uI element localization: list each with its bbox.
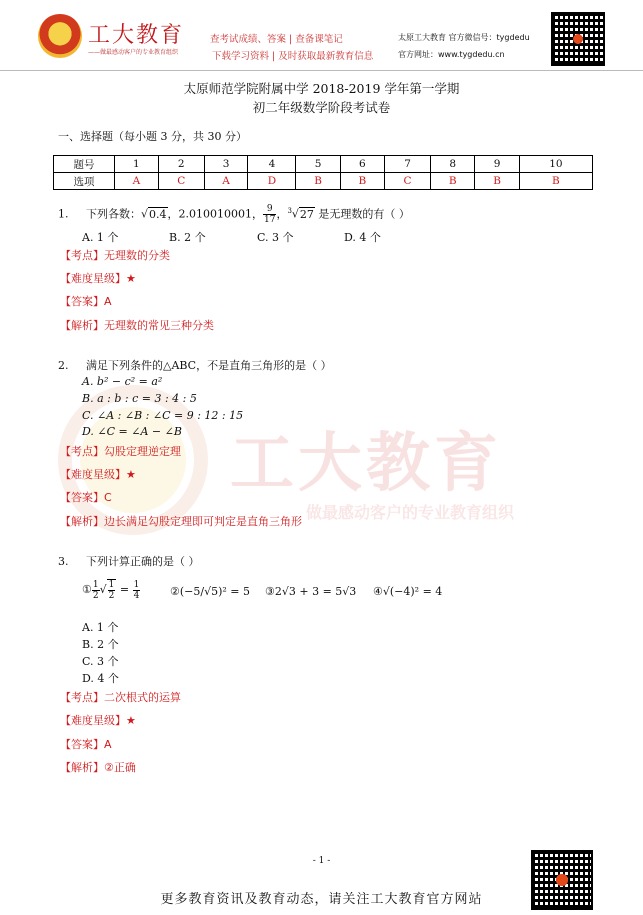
- question-2: [58, 357, 332, 373]
- numerator: 1: [133, 579, 140, 590]
- expression-1: ① $\frac{1}{2}$ √ $\frac{1}{2}$ = $\frac{1}{4}$: [82, 579, 140, 601]
- section-heading: 一、选择题（每小题 3 分，共 30 分）: [58, 130, 247, 143]
- table-row: [54, 173, 593, 190]
- fraction: [133, 580, 141, 601]
- option-d: D. 4 个: [82, 672, 119, 685]
- wechat-info: 太原工大教育 官方微信号：tygdedu: [398, 33, 530, 42]
- table-cell: 9: [475, 156, 519, 173]
- table-cell: 10: [519, 156, 592, 173]
- option-c: C. 3 个: [257, 231, 294, 244]
- answer-cell: C: [385, 173, 431, 190]
- denominator: 2: [108, 591, 115, 601]
- question-number: 1.: [58, 207, 69, 221]
- question-stem-part: ，2.010010001，: [167, 207, 263, 221]
- brand-slogan: ——做最感动客户的专业教育组织: [88, 49, 179, 56]
- kaodian-label: 【考点】二次根式的运算: [60, 691, 181, 704]
- numerator: 9: [263, 204, 276, 215]
- difficulty-text: 【难度星级】: [60, 272, 126, 285]
- difficulty-label: [60, 466, 136, 482]
- expression-3: ③2√3 + 3 = 5√3: [265, 585, 357, 598]
- difficulty-label: [60, 712, 136, 728]
- table-cell: 3: [204, 156, 248, 173]
- denominator: 4: [133, 590, 140, 601]
- table-row: [54, 156, 593, 173]
- table-cell: 2: [158, 156, 204, 173]
- logo-icon: [38, 14, 82, 58]
- option-c: C. ∠A : ∠B : ∠C = 9 : 12 : 15: [82, 409, 244, 422]
- option-a: A. 1 个: [82, 621, 119, 634]
- question-number: 3.: [58, 555, 69, 568]
- kaodian-label: 【考点】勾股定理逆定理: [60, 445, 181, 458]
- fraction: [263, 204, 276, 225]
- answer-cell: D: [248, 173, 296, 190]
- difficulty-text: 【难度星级】: [60, 468, 126, 481]
- header-divider: [0, 70, 643, 71]
- answer-cell: B: [431, 173, 475, 190]
- option-c: C. 3 个: [82, 655, 119, 668]
- website-info[interactable]: 官方网址：www.tygdedu.cn: [398, 50, 505, 59]
- answer-label: 【答案】C: [60, 491, 112, 504]
- question-3: [58, 553, 199, 569]
- question-1: 1. 下列各数：√0.4，2.010010001， $\frac{9}{17}$ ，$^3$√27 是无理数的有（ ）: [58, 204, 410, 225]
- header-link-line1[interactable]: 查考试成绩、答案 | 查备课笔记: [210, 34, 343, 45]
- option-a: A. 1 个: [82, 231, 119, 244]
- numerator: 1: [92, 579, 99, 590]
- option-d: D. ∠C = ∠A − ∠B: [82, 425, 182, 438]
- qr-code-icon: [551, 12, 605, 66]
- answer-label: 【答案】A: [60, 738, 112, 751]
- footer-text: 更多教育资讯及教育动态，请关注工大教育官方网站: [160, 892, 483, 907]
- table-cell: 7: [385, 156, 431, 173]
- exam-title: 太原师范学院附属中学 2018-2019 学年第一学期: [183, 81, 460, 96]
- watermark-subtext: 做最感动客户的专业教育组织: [306, 503, 515, 522]
- table-header: 选项: [54, 173, 115, 190]
- question-stem: 下列各数：: [85, 207, 141, 221]
- option-b: B. 2 个: [82, 638, 119, 651]
- brand-name: 工大教育: [88, 23, 185, 48]
- denominator: 2: [92, 590, 99, 601]
- fraction: [107, 579, 117, 601]
- table-header: 题号: [54, 156, 115, 173]
- explanation-label: 【解析】边长满足勾股定理即可判定是直角三角形: [60, 515, 302, 528]
- option-a: A. b² − c² = a²: [82, 375, 163, 388]
- answer-cell: A: [204, 173, 248, 190]
- table-cell: 6: [340, 156, 384, 173]
- difficulty-label: [60, 270, 136, 286]
- explanation-label: 【解析】②正确: [60, 761, 136, 774]
- question-stem: 满足下列条件的△ABC，不是直角三角形的是（ ）: [85, 359, 332, 372]
- kaodian-label: 【考点】无理数的分类: [60, 249, 170, 262]
- table-cell: 1: [115, 156, 159, 173]
- option-b: B. a : b : c = 3 : 4 : 5: [82, 392, 197, 405]
- answer-cell: C: [158, 173, 204, 190]
- exam-subtitle: 初二年级数学阶段考试卷: [252, 100, 391, 115]
- watermark-text: 工大教育: [230, 427, 502, 501]
- answer-label: 【答案】A: [60, 295, 112, 308]
- fraction: [92, 580, 100, 601]
- expression-index: ①: [82, 583, 92, 596]
- star-icon: ★: [126, 272, 136, 285]
- question-stem-part: 是无理数的有（ ）: [314, 207, 410, 221]
- question-stem: 下列计算正确的是（ ）: [85, 555, 200, 568]
- table-cell: 5: [296, 156, 340, 173]
- option-d: D. 4 个: [344, 231, 381, 244]
- question-stem-part: ，: [276, 207, 288, 221]
- answer-cell: B: [296, 173, 340, 190]
- question-number: 2.: [58, 359, 69, 372]
- answer-cell: B: [519, 173, 592, 190]
- answer-cell: B: [475, 173, 519, 190]
- star-icon: ★: [126, 468, 136, 481]
- difficulty-text: 【难度星级】: [60, 714, 126, 727]
- explanation-label: 【解析】无理数的常见三种分类: [60, 319, 214, 332]
- equals-sign: =: [119, 583, 130, 596]
- radicand: 27: [299, 207, 314, 221]
- answer-table: [53, 155, 593, 190]
- star-icon: ★: [126, 714, 136, 727]
- expression-4: ④√(−4)² = 4: [373, 585, 443, 598]
- table-cell: 8: [431, 156, 475, 173]
- header-link-line2[interactable]: 下载学习资料 | 及时获取最新教育信息: [212, 51, 374, 62]
- page-number: - 1 -: [312, 856, 331, 866]
- expression-2: ②(−5/√5)² = 5: [170, 585, 250, 598]
- root-index: 3: [287, 206, 292, 215]
- denominator: 17: [263, 215, 276, 225]
- option-b: B. 2 个: [169, 231, 206, 244]
- answer-cell: B: [340, 173, 384, 190]
- answer-cell: A: [115, 173, 159, 190]
- radicand: 0.4: [149, 207, 167, 221]
- table-cell: 4: [248, 156, 296, 173]
- numerator: 1: [108, 580, 115, 590]
